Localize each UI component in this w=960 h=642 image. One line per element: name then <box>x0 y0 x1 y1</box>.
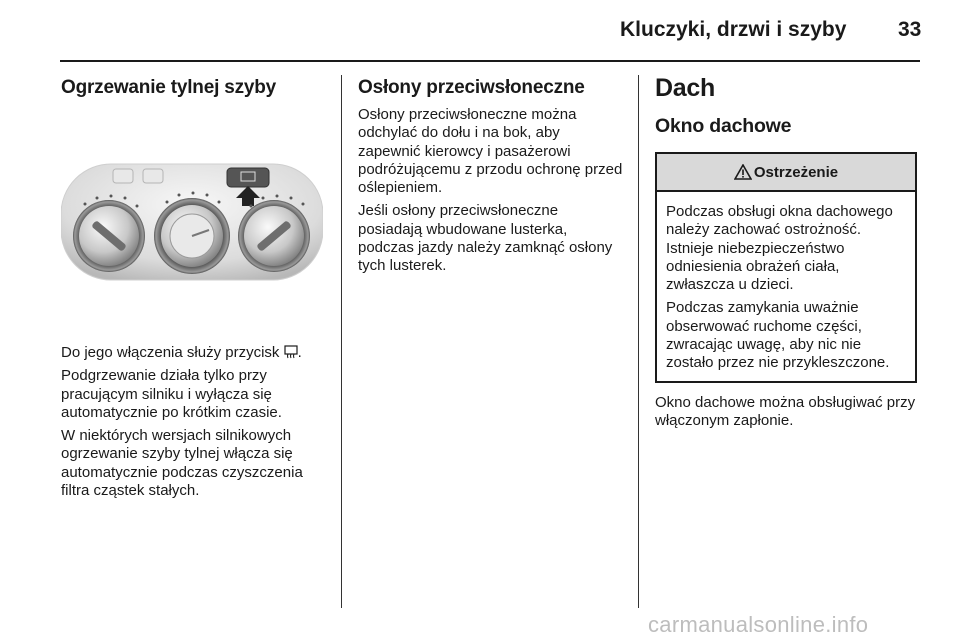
paragraph: Do jego włączenia służy przycisk . <box>61 344 302 361</box>
warning-box <box>655 152 917 383</box>
column-sun-visors <box>358 77 623 276</box>
header-title: Kluczyki, drzwi i szyby <box>620 18 847 41</box>
paragraph: Podczas obsługi okna dachowego należy zachować ostrożność. Istnieje niebezpieczeństwo odniesienia obrażeń ciała, zwłaszcza u dzieci. <box>666 203 893 294</box>
paragraph: Osłony przeciwsłoneczne można odchylać do dołu i na bok, aby zapewnić kierowcy i pasażerowi podróżującemu z przodu ochronę przed oślepieniem. <box>358 106 623 197</box>
watermark: carmanualsonline.info <box>648 612 869 637</box>
column-divider <box>638 75 639 608</box>
page-number: 33 <box>898 18 922 41</box>
column-divider <box>341 75 342 608</box>
warning-title: Ostrzeżenie <box>753 163 839 181</box>
climate-control-panel-photo <box>61 116 323 328</box>
paragraph: Podgrzewanie działa tylko przy pracującym silniku i wyłącza się automatycznie po krótkim czasie. <box>61 367 282 421</box>
section-subheading: Okno dachowe <box>655 115 792 137</box>
warning-triangle-icon <box>734 164 752 180</box>
column-roof <box>655 74 920 430</box>
section-heading: Osłony przeciwsłoneczne <box>358 77 585 98</box>
warning-header <box>657 154 915 192</box>
section-heading: Dach <box>655 74 715 102</box>
paragraph: Podczas zamykania uważnie obserwować ruchome części, zwracając uwagę, aby nic nie zostało przez nie przykleszczone. <box>666 299 890 372</box>
header-rule <box>60 60 920 62</box>
rear-window-heating-icon <box>284 345 298 359</box>
paragraph: W niektórych wersjach silnikowych ogrzewanie szyby tylnej włącza się automatycznie podczas czyszczenia filtra cząstek stałych. <box>61 427 303 500</box>
column-rear-window-heating <box>61 77 331 500</box>
warning-body <box>657 192 915 381</box>
section-heading: Ogrzewanie tylnej szyby <box>61 77 277 98</box>
paragraph: Jeśli osłony przeciwsłoneczne posiadają wbudowane lusterka, podczas jazdy należy zamknąć osłony tych lusterek. <box>358 202 613 275</box>
paragraph: Okno dachowe można obsługiwać przy włączonym zapłonie. <box>655 393 916 429</box>
